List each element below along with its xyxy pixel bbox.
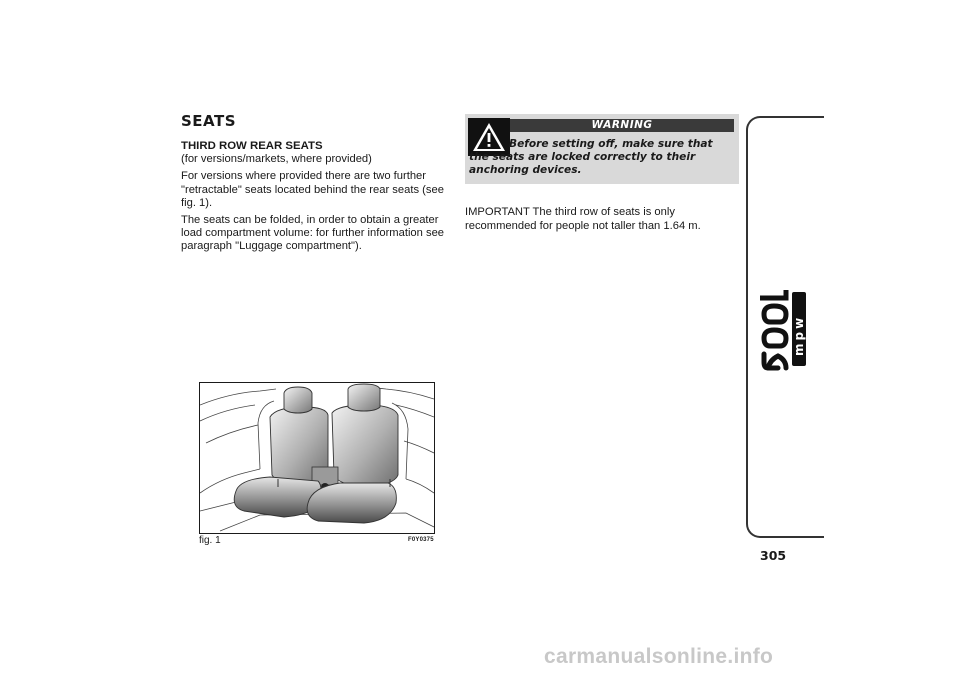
paragraph-retractable-seats: For versions where provided there are two further "retractable" seats located behind the rear seats (see fig. 1). [181, 170, 444, 209]
important-note: IMPORTANT The third row of seats is only recommended for people not taller than 1.64 m. [465, 206, 701, 232]
warning-box [465, 114, 739, 184]
left-column [181, 140, 453, 258]
svg-text:mpw: mpw [792, 314, 806, 356]
section-title: SEATS [181, 112, 237, 130]
warning-text: Before setting off, make sure that the seats are locked correctly to their anchoring devices. [469, 138, 713, 176]
page-number: 305 [760, 548, 787, 563]
figure-caption: fig. 1 [199, 535, 221, 546]
versions-note: (for versions/markets, where provided) [181, 153, 372, 166]
figure-code: F0Y0375 [408, 537, 434, 543]
paragraph-fold-seats: The seats can be folded, in order to obtain a greater load compartment volume: for further information see paragraph "Luggage compartment"). [181, 214, 445, 253]
seat-illustration [199, 382, 435, 534]
fiat-500l-mpw-logo-icon [760, 290, 810, 380]
subheading: THIRD ROW REAR SEATS [181, 140, 323, 152]
warning-label: WARNING [510, 119, 734, 132]
watermark: carmanualsonline.info [544, 645, 774, 668]
